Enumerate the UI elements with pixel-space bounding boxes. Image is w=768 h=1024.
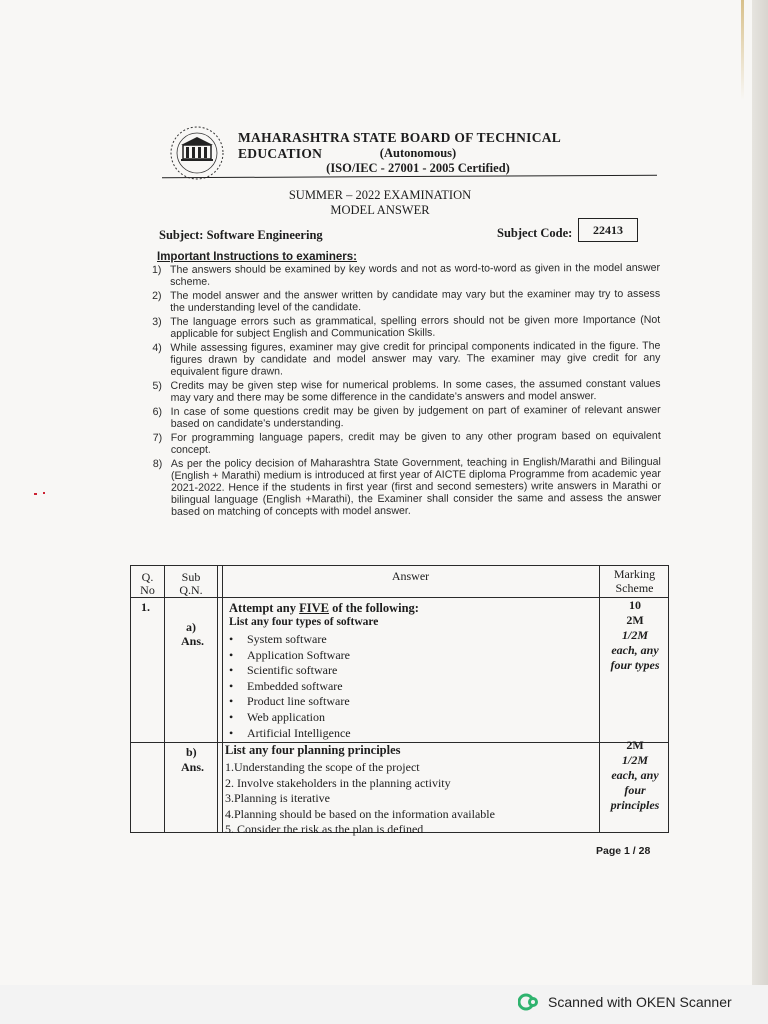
list-item: 5. Consider the risk as the plan is defined <box>225 822 424 836</box>
col-header-subqn: Sub Q.N. <box>179 570 203 597</box>
instruction-item: 8) As per the policy decision of Maharashtra State Government, teaching in English/Marathi and Bilingual (English + Marathi) medium is introduced at first year of AICTE diploma Programme from academic year 2021-2022. Hence if the students in first year (first and second semesters) write answers in Marathi or bilingual language (English +Marathi), the Examiner shall consider the same and assess the answer based on matching of concepts with model answer. <box>152 455 662 519</box>
stray-mark <box>34 493 37 495</box>
list-item: • Application Software <box>229 648 351 664</box>
list-item: 2. Involve stakeholders in the planning activity <box>225 775 451 790</box>
instruction-item: 4) While assessing figures, examiner may give credit for principal components indicated in the figure. The figures drawn by candidate and model answer may vary. The examiner may give credit for any equivalent figure drawn. <box>152 339 661 379</box>
col-header-qno: Q. No <box>140 570 155 597</box>
list-item: • Scientific software <box>229 663 351 679</box>
table-divider <box>164 566 165 832</box>
msbte-logo <box>166 125 228 181</box>
autonomous-label: (Autonomous) <box>379 146 457 160</box>
iso-certification: (ISO/IEC - 27001 - 2005 Certified) <box>326 161 510 175</box>
table-divider <box>599 566 600 832</box>
marking-scheme-b: 2M 1/2M each, any four principles <box>610 738 660 812</box>
question-number: 1. <box>141 600 150 614</box>
subquestion-text: List any four types of software <box>229 616 379 628</box>
ans-label: Ans. <box>181 760 205 774</box>
instruction-item: 1) The answers should be examined by key words and not as word-to-word as given in the model answer scheme. <box>152 261 661 289</box>
instruction-item: 6) In case of some questions credit may be given by judgement on part of examiner of relevant answer based on candidate's understanding. <box>152 403 661 430</box>
question-title: Attempt any FIVE of the following: <box>229 601 419 615</box>
col-header-answer: Answer <box>391 569 430 583</box>
table-divider <box>217 566 223 832</box>
instruction-item: 2) The model answer and the answer written by candidate may vary but the examiner may try to assess the understanding level of the candidate. <box>152 287 661 315</box>
list-item: • Embedded software <box>229 679 351 695</box>
list-item: • Product line software <box>229 694 351 710</box>
instruction-item: 3) The language errors such as grammatical, spelling errors should not be given more Importance (Not applicable for subject English and Communication Skills. <box>152 313 661 340</box>
col-header-marking: Marking Scheme <box>613 567 656 595</box>
subquestion-text: List any four planning principles <box>225 743 401 757</box>
subject-code: 22413 <box>578 218 638 242</box>
list-item: • Artificial Intelligence <box>229 726 351 742</box>
answer-table <box>130 565 669 836</box>
scanner-watermark <box>518 992 732 1012</box>
scanner-label: Scanned with OKEN Scanner <box>548 994 732 1010</box>
model-answer-title: MODEL ANSWER <box>330 203 430 217</box>
page-edge-shadow <box>752 0 768 985</box>
list-item: 3.Planning is iterative <box>225 791 330 805</box>
exam-title: SUMMER – 2022 EXAMINATION <box>288 188 472 202</box>
subject-code-label: Subject Code: <box>497 226 573 240</box>
subject-name: Subject: Software Engineering <box>159 228 323 242</box>
subquestion-label: a) <box>186 620 196 634</box>
list-item: 1.Understanding the scope of the project <box>225 760 420 774</box>
list-item: • System software <box>229 632 351 648</box>
planning-principles-list <box>225 760 495 838</box>
total-marks: 10 <box>629 598 641 612</box>
list-item: 4.Planning should be based on the information available <box>225 806 495 821</box>
marking-scheme-a: 2M 1/2M each, any four types <box>610 613 660 672</box>
list-item: • Web application <box>229 710 351 726</box>
instructions-list <box>152 262 661 520</box>
instruction-item: 7) For programming language papers, credit may be given to any other program based on equivalent concept. <box>152 429 661 456</box>
page-number: Page 1 / 28 <box>596 845 651 857</box>
subquestion-label: b) <box>186 745 197 759</box>
software-types-list <box>229 632 351 741</box>
table-header-divider <box>131 597 668 598</box>
page-crease <box>741 0 744 100</box>
instruction-item: 5) Credits may be given step wise for numerical problems. In some cases, the assumed constant values may vary and there may be some difference in the candidate's answers and model answer. <box>152 377 661 404</box>
stray-mark <box>43 492 45 494</box>
ans-label: Ans. <box>181 634 205 648</box>
oken-scanner-icon <box>518 992 540 1012</box>
instructions-heading: Important Instructions to examiners: <box>157 251 358 263</box>
board-name: MAHARASHTRA STATE BOARD OF TECHNICAL EDUCATION <box>238 130 561 161</box>
